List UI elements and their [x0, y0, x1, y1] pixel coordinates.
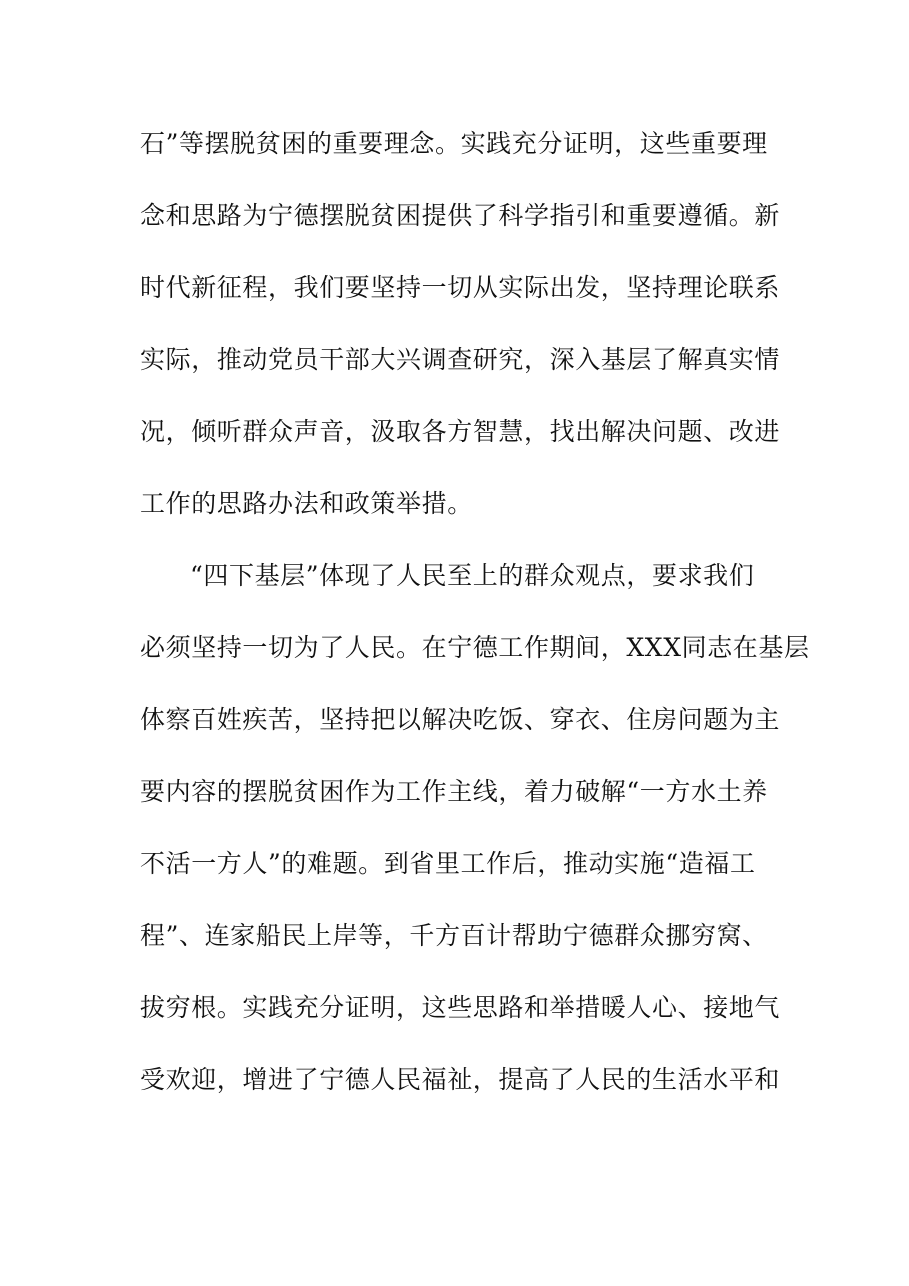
- paragraph-2: [140, 552, 810, 1128]
- text-line: “四下基层”体现了人民至上的群众观点，要求我们: [190, 561, 755, 590]
- text-line: 受欢迎，增进了宁德人民福祉，提高了人民的生活水平和: [140, 1065, 781, 1094]
- text-line: 石”等摆脱贫困的重要理念。实践充分证明，这些重要理: [140, 129, 768, 158]
- text-line: 实际，推动党员干部大兴调查研究，深入基层了解真实情: [140, 345, 781, 374]
- text-line: 工作的思路办法和政策举措。: [140, 489, 473, 518]
- text-line: 必须坚持一切为了人民。在宁德工作期间，XXX同志在基层: [140, 633, 810, 662]
- body-text: [140, 120, 810, 1128]
- text-line: 时代新征程，我们要坚持一切从实际出发，坚持理论联系: [140, 273, 781, 302]
- paragraph-1: [140, 120, 780, 552]
- text-line: 体察百姓疾苦，坚持把以解决吃饭、穿衣、住房问题为主: [140, 705, 781, 734]
- text-line: 要内容的摆脱贫困作为工作主线，着力破解“一方水土养: [140, 777, 768, 806]
- text-line: 程”、连家船民上岸等，千方百计帮助宁德群众挪穷窝、: [140, 921, 768, 950]
- text-line: 拔穷根。实践充分证明，这些思路和举措暖人心、接地气: [140, 993, 781, 1022]
- text-line: 况，倾听群众声音，汲取各方智慧，找出解决问题、改进: [140, 417, 781, 446]
- text-line: 不活一方人”的难题。到省里工作后，推动实施“造福工: [140, 849, 756, 878]
- text-line: 念和思路为宁德摆脱贫困提供了科学指引和重要遵循。新: [140, 201, 781, 230]
